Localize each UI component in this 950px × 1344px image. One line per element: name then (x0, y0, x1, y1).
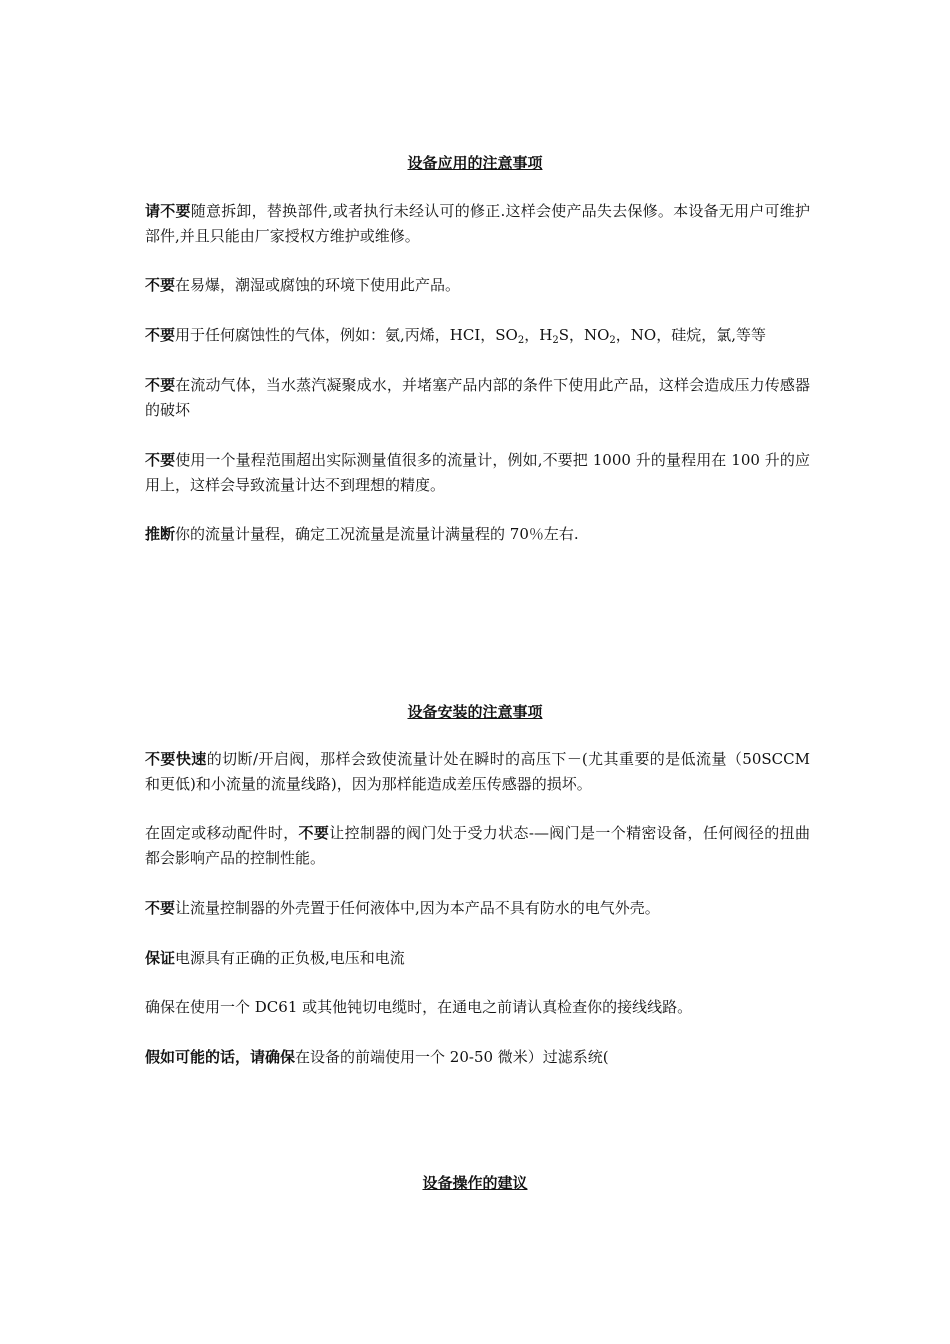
emphasis: 保证 (145, 949, 176, 967)
paragraph-text: 在流动气体，当水蒸汽凝聚成水，并堵塞产品内部的条件下使用此产品，这样会造成压力传感器的破坏 (145, 376, 810, 419)
heading-installation-notes: 设备安装的注意事项 (407, 703, 543, 721)
emphasis: 不要 (298, 824, 330, 842)
paragraph-no-explosive-env (145, 273, 810, 298)
paragraph-valve-stress (145, 821, 810, 871)
paragraph-filter-system (145, 1045, 810, 1070)
heading-operation-advice: 设备操作的建议 (422, 1174, 528, 1192)
subscript: 2 (609, 335, 616, 346)
paragraph-range-estimate (145, 522, 810, 547)
paragraph-cable-check (145, 995, 810, 1020)
subscript: 2 (517, 335, 525, 346)
paragraph-text: 的切断/开启阀，那样会致使流量计处在瞬时的高压下－(尤其重要的是低流量（50SCCM 和更低)和小流量的流量线路)，因为那样能造成差压传感器的损坏。 (145, 750, 810, 793)
paragraph-text: S，NO (558, 326, 610, 344)
emphasis: 假如可能的话，请确保 (145, 1048, 296, 1066)
paragraph-text: 你的流量计量程，确定工况流量是流量计满量程的 70％左右. (175, 525, 579, 543)
paragraph-no-fast-valve (145, 747, 810, 797)
paragraph-no-disassembly (145, 199, 810, 249)
paragraph-text: 电源具有正确的正负极,电压和电流 (175, 949, 405, 967)
emphasis: 不要快速 (145, 750, 207, 768)
emphasis: 请不要 (145, 202, 191, 220)
emphasis: 不要 (145, 276, 176, 294)
emphasis: 不要 (145, 451, 176, 469)
paragraph-text: 让控制器的阀门处于受力状态-—阀门是一个精密设备，任何阀径的扭曲都会影响产品的控制性能。 (145, 824, 810, 867)
emphasis: 不要 (145, 899, 176, 917)
subscript: 2 (552, 335, 559, 346)
paragraph-text: 在易爆，潮湿或腐蚀的环境下使用此产品。 (175, 276, 461, 294)
heading-application-notes: 设备应用的注意事项 (407, 154, 543, 172)
paragraph-no-condensation (145, 373, 810, 423)
paragraph-text: 确保在使用一个 DC61 或其他钝切电缆时，在通电之前请认真检查你的接线线路。 (145, 998, 693, 1016)
paragraph-no-liquid (145, 896, 810, 921)
paragraph-text: 用于任何腐蚀性的气体，例如：氨,丙烯，HCI，SO (175, 326, 518, 344)
paragraph-range-selection (145, 448, 810, 498)
emphasis: 不要 (145, 326, 176, 344)
paragraph-text: 随意拆卸，替换部件,或者执行未经认可的修正.这样会使产品失去保修。本设备无用户可维护部件,并且只能由厂家授权方维护或维修。 (145, 202, 810, 245)
paragraph-text: ，H (524, 326, 553, 344)
paragraph-text: 使用一个量程范围超出实际测量值很多的流量计，例如,不要把 1000 升的量程用在 100 升的应用上，这样会导致流量计达不到理想的精度。 (145, 451, 810, 494)
emphasis: 不要 (145, 376, 176, 394)
emphasis: 推断 (145, 525, 176, 543)
paragraph-text: 让流量控制器的外壳置于任何液体中,因为本产品不具有防水的电气外壳。 (175, 899, 660, 917)
paragraph-power-supply (145, 946, 810, 971)
paragraph-text: 在设备的前端使用一个 20-50 微米）过滤系统( (295, 1048, 609, 1066)
paragraph-text: 在固定或移动配件时， (145, 824, 299, 842)
paragraph-text: ，NO，硅烷，氯,等等 (615, 326, 766, 344)
paragraph-no-corrosive-gas (145, 323, 810, 348)
